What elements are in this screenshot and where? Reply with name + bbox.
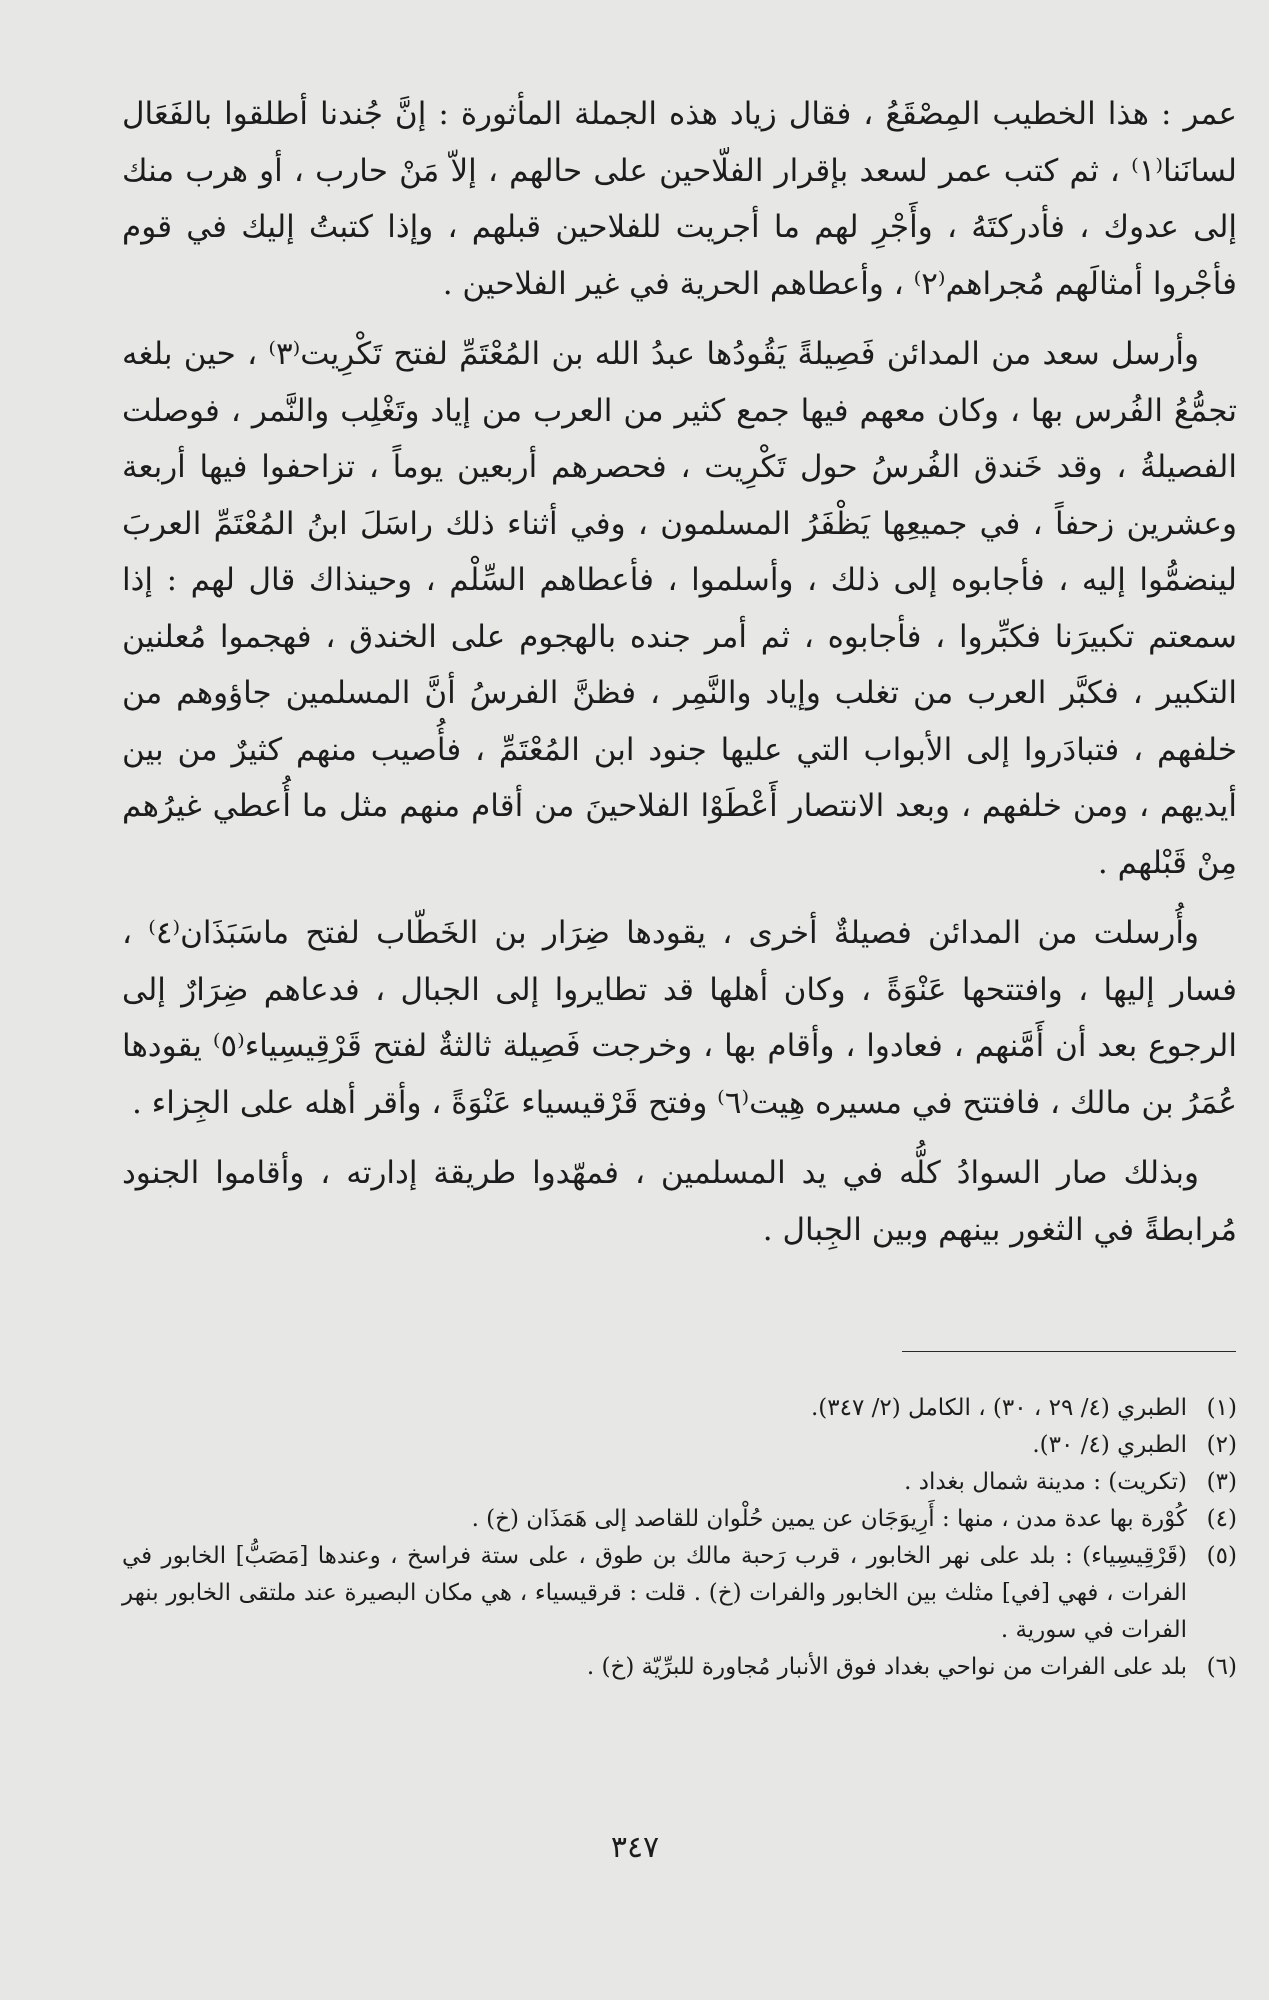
footnote-text: بلد على الفرات من نواحي بغداد فوق الأنبار مُجاورة للبرِّيّة (خ) . (586, 1654, 1187, 1680)
page-number: ٣٤٧ (610, 1830, 660, 1865)
paragraph-3: وأُرسلت من المدائن فصيلةٌ أخرى ، يقودها ضِرَار بن الخَطّاب لفتح ماسَبَذَان⁽٤⁾ ، فسار إليها ، وافتتحها عَنْوَةً ، وكان أهلها قد تطايروا إلى الجبال ، فدعاهم ضِرَارٌ إلى الرجوع بعد أن أَمَّنهم ، فعادوا ، وأقام بها ، وخرجت فَصِيلة ثالثةٌ لفتح قَرْقِيسِياء⁽٥⁾ يقودها عُمَرُ بن مالك ، فافتتح في مسيره هِيت⁽٦⁾ وفتح قَرْقيسياء عَنْوَةً ، وأقر أهله على الجِزاء . (122, 915, 1237, 1121)
footnote-number: (١) (1206, 1395, 1237, 1421)
footnote-6 (122, 1649, 1237, 1686)
footnotes (122, 1390, 1237, 1686)
body-text (122, 86, 1237, 1258)
footnote-number: (٤) (1206, 1506, 1237, 1532)
footnote-1 (122, 1390, 1237, 1427)
footnote-3 (122, 1464, 1237, 1501)
footnote-text: الطبري (٤/ ٢٩ ، ٣٠) ، الكامل (٢/ ٣٤٧). (810, 1395, 1187, 1421)
footnote-2 (122, 1427, 1237, 1464)
footnote-text: (تكريت) : مدينة شمال بغداد . (904, 1469, 1187, 1495)
footnote-text: (قَرْقِيسِياء) : بلد على نهر الخابور ، قرب رَحبة مالك بن طوق ، على ستة فراسخ ، وعندها [مَصَبُّ] الخابور في الفرات ، فهي [في] مثلث بين الخابور والفرات (خ) . قلت : قرقيسياء ، هي مكان البصيرة عند ملتقى الخابور بنهر الفرات في سورية . (122, 1543, 1187, 1643)
footnote-number: (٥) (1206, 1543, 1237, 1569)
footnote-divider (902, 1351, 1236, 1352)
paragraph-4: وبذلك صار السوادُ كلُّه في يد المسلمين ، فمهّدوا طريقة إدارته ، وأقاموا الجنود مُرابطةً في الثغور بينهم وبين الجِبال . (122, 1155, 1237, 1248)
paragraph-2: وأرسل سعد من المدائن فَصِيلةً يَقُودُها عبدُ الله بن المُعْتَمِّ لفتح تَكْرِيت⁽٣⁾ ، حين بلغه تجمُّعُ الفُرس بها ، وكان معهم فيها جمع كثير من العرب من إياد وتَغْلِب والنَّمر ، فوصلت الفصيلةُ ، وقد خَندق الفُرسُ حول تَكْرِيت ، فحصرهم أربعين يوماً ، تزاحفوا فيها أربعة وعشرين زحفاً ، في جميعِها يَظْفَرُ المسلمون ، وفي أثناء ذلك راسَلَ ابنُ المُعْتَمِّ العربَ لينضمُّوا إليه ، فأجابوه إلى ذلك ، وأسلموا ، فأعطاهم السِّلْم ، وحينذاك قال لهم : إذا سمعتم تكبيرَنا فكبِّروا ، فأجابوه ، ثم أمر جنده بالهجوم على الخندق ، فهجموا مُعلنين التكبير ، فكبَّر العرب من تغلب وإياد والنَّمِر ، فظنَّ الفرسُ أنَّ المسلمين جاؤوهم من خلفهم ، فتبادَروا إلى الأبواب التي عليها جنود ابن المُعْتَمِّ ، فأُصيب منهم كثيرٌ من بين أيديهم ، ومن خلفهم ، وبعد الانتصار أَعْطَوْا الفلاحينَ من أقام منهم مثل ما أُعطي غيرُهم مِنْ قَبْلهم . (122, 336, 1237, 881)
paragraph-1: عمر : هذا الخطيب المِصْقَعُ ، فقال زياد هذه الجملة المأثورة : إنَّ جُندنا أطلقوا بالفَعَال لسانَنا⁽١⁾ ، ثم كتب عمر لسعد بإقرار الفلّاحين على حالهم ، إلاّ مَنْ حارب ، أو هرب منك إلى عدوك ، فأدركتَهُ ، وأَجْرِ لهم ما أجريت للفلاحين قبلهم ، وإذا كتبتُ إليك في قوم فأجْروا أمثالَهم مُجراهم⁽٢⁾ ، وأعطاهم الحرية في غير الفلاحين . (122, 96, 1237, 302)
footnote-text: كُوْرة بها عدة مدن ، منها : أَرِيوَجَان عن يمين حُلْوان للقاصد إلى هَمَذَان (خ) . (471, 1506, 1187, 1532)
footnote-number: (٦) (1206, 1654, 1237, 1680)
footnote-number: (٢) (1206, 1432, 1237, 1458)
footnote-4 (122, 1501, 1237, 1538)
footnote-5 (122, 1538, 1237, 1649)
footnote-text: الطبري (٤/ ٣٠). (1032, 1432, 1187, 1458)
footnote-number: (٣) (1206, 1469, 1237, 1495)
